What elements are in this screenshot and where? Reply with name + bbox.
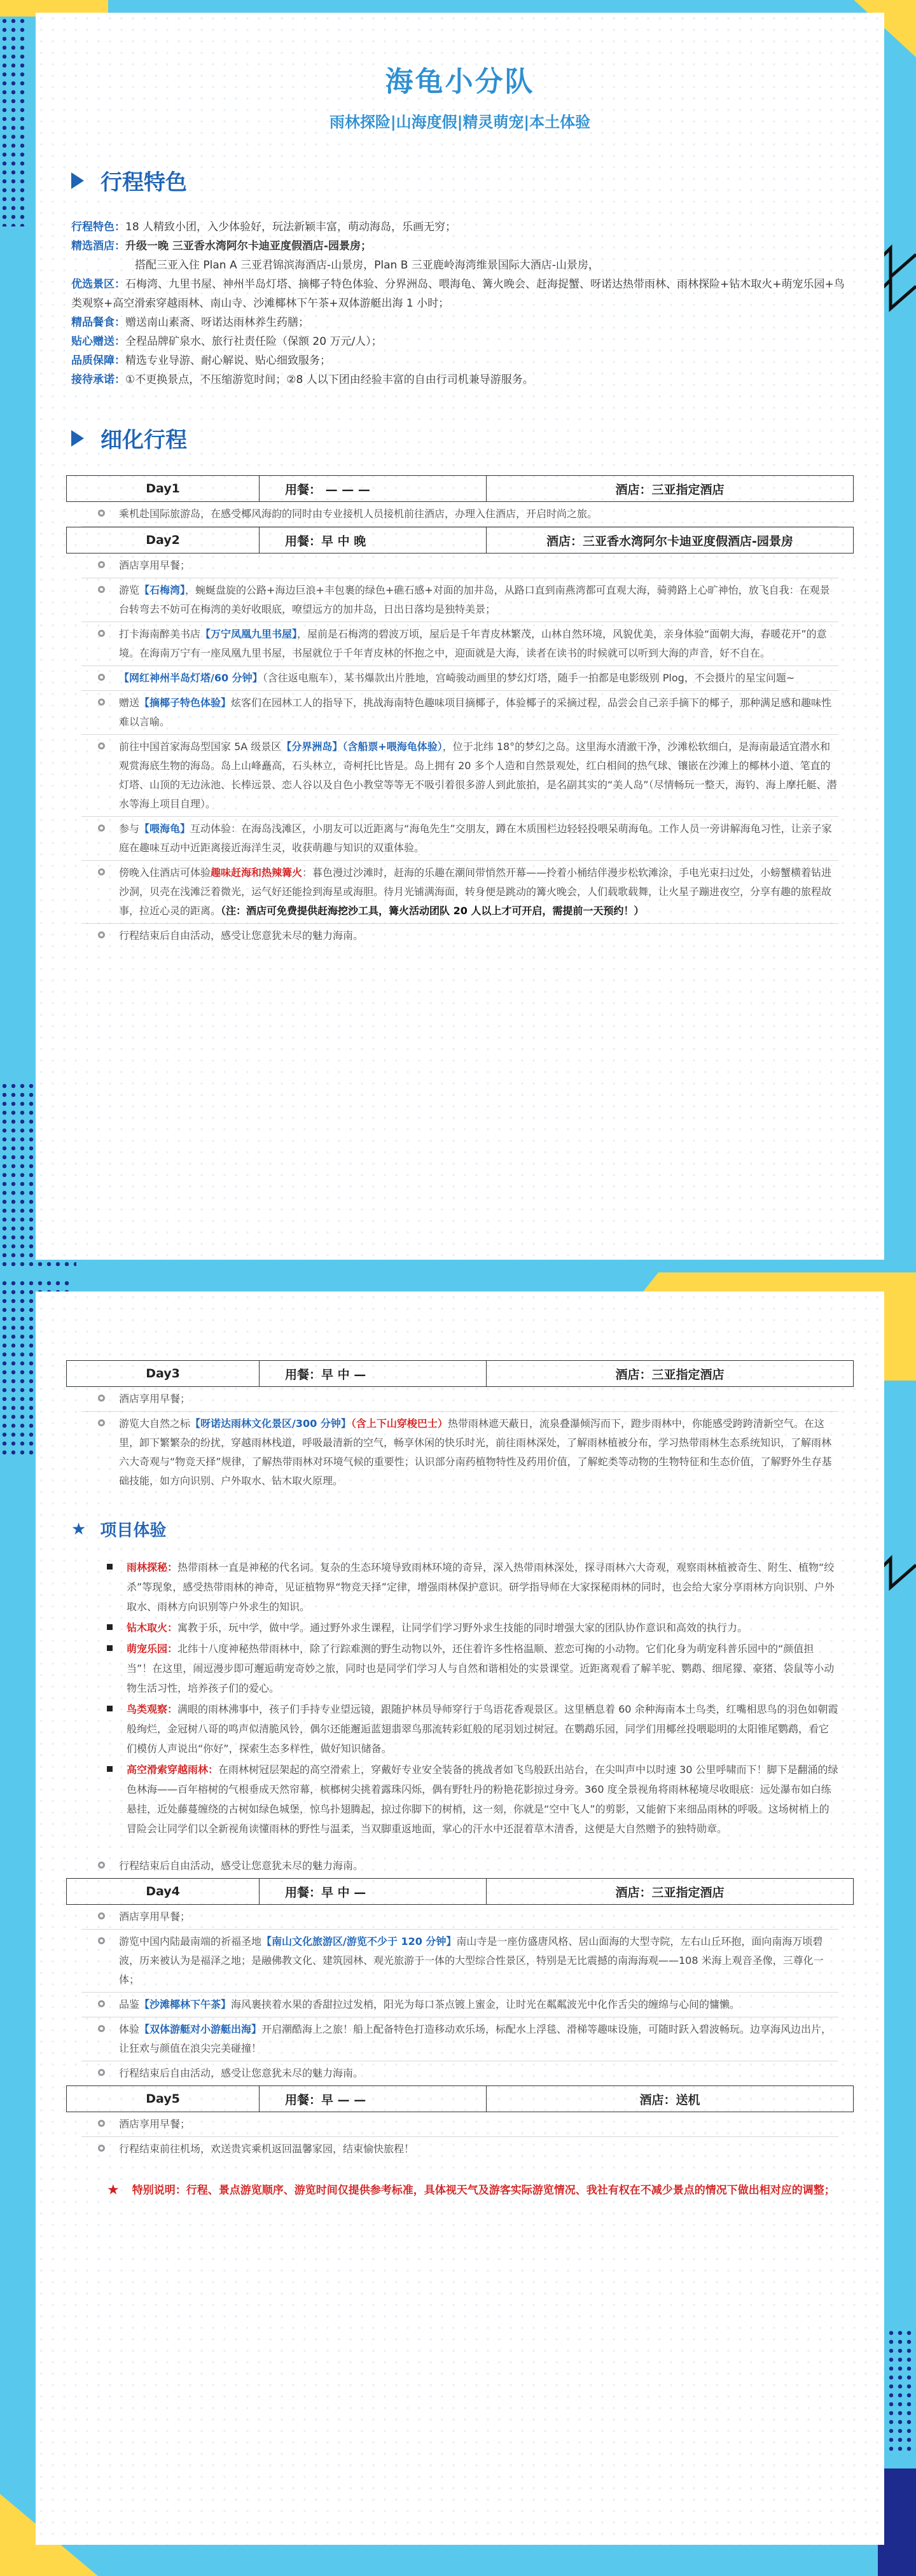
feature-row: 行程特色： 18 人精致小团，入少体验好，玩法新颖丰富，萌动海岛，乐画无穷； (71, 221, 457, 233)
circle-bullet-icon (98, 2145, 105, 2152)
circle-bullet-icon (98, 2120, 105, 2127)
day-items (81, 553, 838, 948)
day-items (81, 502, 838, 527)
day-header-table (66, 2085, 854, 2112)
day-meals: 用餐： — — — (260, 476, 487, 502)
list-item: 酒店享用早餐； (81, 2112, 838, 2137)
square-bullet-icon (107, 1564, 113, 1570)
circle-bullet-icon (98, 931, 105, 938)
circle-bullet-icon (98, 1912, 105, 1919)
circle-bullet-icon (98, 699, 105, 706)
experience-list (107, 1557, 838, 1839)
day-label: Day3 (67, 1361, 260, 1387)
square-bullet-icon (107, 1766, 113, 1772)
day-hotel: 酒店：三亚指定酒店 (487, 476, 854, 502)
day-header-table (66, 527, 854, 553)
experience-item: 萌宠乐园：北纬十八度神秘热带雨林中，除了行踪难测的野生动物以外，还住着许多性格温顺、惹恋可掬的小动物。它们化身为萌宠科普乐园中的“颜值担当”！在这里，闹逗漫步即可邂逅萌宠奇妙之旅，同时也是同学们学习人与自然和谐相处的实景课堂。近距离观看了解羊驼、鹦鹉、细尾獴、豪猪、袋鼠等小动物生活习性，培养孩子们的爱心。 (107, 1639, 838, 1698)
list-item: 酒店享用早餐； (81, 1387, 838, 1412)
feature-row: 接待承诺： ①不更换景点，不压缩游览时间；②8 人以下团由经验丰富的自由行司机兼导游服务。 (71, 373, 534, 386)
list-item: 酒店享用早餐； (81, 1905, 838, 1930)
feature-row: 精品餐食： 赠送南山素斋、呀诺达雨林养生药膳； (71, 316, 309, 329)
circle-bullet-icon (98, 586, 105, 593)
list-item: 行程结束后自由活动，感受让您意犹未尽的魅力海南。 (81, 1854, 838, 1878)
page-subtitle: 雨林探险|山海度假|精灵萌宠|本土体验 (329, 113, 591, 131)
day-items (81, 2112, 838, 2161)
day-header-table (66, 475, 854, 502)
itinerary-page-1 (36, 13, 884, 1260)
triangle-right-icon (71, 172, 84, 189)
circle-bullet-icon (98, 1395, 105, 1402)
day-label: Day4 (67, 1879, 260, 1905)
day-hotel: 酒店：三亚香水湾阿尔卡迪亚度假酒店-园景房 (487, 527, 854, 553)
square-bullet-icon (107, 1706, 113, 1711)
list-item: 赠送【摘椰子特色体验】炫客们在园林工人的指导下，挑战海南特色趣味项目摘椰子，体验椰子的采摘过程，品尝会自己亲手摘下的椰子，那种满足感和趣味性难以言喻。 (81, 691, 838, 735)
list-item: 行程结束前往机场，欢送贵宾乘机返回温馨家园，结束愉快旅程！ (81, 2137, 838, 2161)
list-item: 行程结束后自由活动，感受让您意犹未尽的魅力海南。 (81, 924, 838, 948)
feature-row: 贴心赠送： 全程品牌矿泉水、旅行社责任险（保额 20 万元/人）； (71, 335, 382, 348)
day-header-table (66, 1878, 854, 1905)
circle-bullet-icon (98, 1937, 105, 1944)
list-item: 酒店享用早餐； (81, 553, 838, 578)
day-meals: 用餐：早 中 晚 (260, 527, 487, 553)
circle-bullet-icon (98, 868, 105, 875)
list-item: 品鉴【沙滩椰林下午茶】海风裹挟着水果的香甜拉过发梢，阳光为每口茶点镀上蜜金，让时光在粼粼波光中化作舌尖的缠绵与心间的慵懒。 (81, 1993, 838, 2017)
list-item: 参与【喂海龟】互动体验：在海岛浅滩区，小朋友可以近距离与“海龟先生”交朋友，蹲在木质围栏边轻轻投喂呆萌海龟。工作人员一旁讲解海龟习性，让亲子家庭在趣味互动中近距离接近海洋生灵，收获萌趣与知识的双重体验。 (81, 817, 838, 861)
feature-row: 优选景区：石梅湾、九里书屋、神州半岛灯塔、摘椰子特色体验、分界洲岛、喂海龟、篝火晚会、赶海捉蟹、呀诺达热带雨林、雨林探险+钻木取火+萌宠乐园+鸟类观察+高空滑索穿越雨林、南山寺、沙滩椰林下午茶+双体游艇出海 1 小时； (71, 278, 845, 310)
square-bullet-icon (107, 1624, 113, 1630)
day-header-table (66, 1360, 854, 1387)
list-item: 游览【石梅湾】，蜿蜒盘旋的公路+海边巨浪+丰包裹的绿色+礁石感+对面的加井岛，从路口直到南燕湾都可直观大海，骑骋路上心旷神怡，放飞自我：在观景台转弯去不妨可在梅湾的美好收眼底，嘹望远方的加井岛，日出日落均是独特美景； (81, 578, 838, 622)
list-item: 打卡海南醉美书店【万宁凤凰九里书屋】，屋前是石梅湾的碧波万顷，屋后是千年青皮林繁茂，山林自然环境，风貌优美，亲身体验“面朝大海，春暖花开”的意境。在海南万宁有一座凤凰九里书屋，书屋就位于千年青皮林的怀抱之中，迎面就是大海，读者在读书的时候就可以听到大海的声音，好不自在。 (81, 622, 838, 666)
star-icon: ★ (107, 2182, 120, 2198)
page-title: 海龟小分队 (385, 66, 535, 98)
list-item: 游览大自然之标【呀诺达雨林文化景区/300 分钟】（含上下山穿梭巴士）热带雨林遮天蔽日，流泉叠瀑倾泻而下，蹬步雨林中，你能感受跨跨清新空气。在这里，卸下繁繁杂的纷扰，穿越雨林栈道，呼吸最清新的空气，畅享休闲的快乐时光，前往雨林深处，了解雨林植被分布，学习热带雨林生态系统知识，了解雨林六大奇观与“物竞天择”规律，了解热带雨林对环境气候的重要性；认识部分南药植物特性及药用价值，了解蛇类等动物的生物特征和生态价值，了解野外生存基础技能，如方向识别、户外取水、钻木取火原理。 (81, 1412, 838, 1493)
circle-bullet-icon (98, 510, 105, 517)
itinerary-page-2 (36, 1291, 884, 2545)
day-meals: 用餐：早 中 — (260, 1361, 487, 1387)
experience-item: 高空滑索穿越雨林：在雨林树冠层架起的高空滑索上，穿戴好专业安全装备的挑战者如飞鸟般跃出站台，在尖叫声中以时速 30 公里呼啸而下！脚下是翻涌的绿色林海——百年榕树的气根垂成天然帘幕，槟榔树尖挑着露珠闪烁，偶有野牡丹的粉艳花影掠过身旁。360 度全景视角将雨林秘境尽收眼底：远处瀑布如白练悬挂，近处藤蔓缠绕的古树如绿色城堡，惊鸟扑翅腾起，掠过你脚下的树梢，这一刻，你就是“空中飞人”的剪影，又能俯下来细品雨林的呼吸。这场树梢上的冒险会让同学们以全新视角读懂雨林的野性与温柔，当双脚重返地面，掌心的汗水中还混着草木清香，这便是大自然赠予的独特勋章。 (107, 1760, 838, 1839)
day-meals: 用餐：早 — — (260, 2086, 487, 2112)
star-icon: ★ (71, 1519, 87, 1539)
day-items (81, 1905, 838, 2085)
circle-bullet-icon (98, 1419, 105, 1426)
circle-bullet-icon (98, 630, 105, 637)
experience-item: 钻木取火：寓教于乐，玩中学，做中学。通过野外求生课程，让同学们学习野外求生技能的同时增强大家的团队协作意识和高效的执行力。 (107, 1618, 838, 1638)
feature-row-continued: 搭配三亚入住 Plan A 三亚君锦滨海酒店-山景房，Plan B 三亚鹿岭海湾维景国际大酒店-山景房， (135, 259, 599, 272)
day-items (81, 1387, 838, 1493)
day-label: Day1 (67, 476, 260, 502)
section-heading-details: 细化行程 (71, 422, 884, 454)
day-hotel: 酒店：三亚指定酒店 (487, 1879, 854, 1905)
circle-bullet-icon (98, 825, 105, 832)
list-item: 【网红神州半岛灯塔/60 分钟】（含往返电瓶车），某书爆款出片胜地，宫崎骏动画里的梦幻灯塔，随手一拍都是电影级别 Plog，不会摄片的星宝问题~ (81, 666, 838, 691)
list-item: 前往中国首家海岛型国家 5A 级景区【分界洲岛】（含船票+喂海龟体验），位于北纬 18°的梦幻之岛。这里海水清澈干净，沙滩松软细白，是海南最适宜潜水和观赏海底生物的海岛。岛上山峰矗高，石头林立，奇柯托比皆是。岛上拥有 20 多个人造和自然景观处，红白相间的热气球、镶嵌在沙滩上的椰林小道、笔直的灯塔、山顶的无边泳池、长棒远景、恋人谷以及自色小教堂等等无不吸引着很多游人到此旅拍，是名副其实的“美人岛”（尽情畅玩一整天，海钓、海上摩托艇、潜水等海上项目自理）。 (81, 735, 838, 817)
day-hotel: 酒店：三亚指定酒店 (487, 1361, 854, 1387)
day-label: Day2 (67, 527, 260, 553)
section-heading-experience: ★ 项目体验 (71, 1519, 167, 1540)
decor-dots (0, 17, 25, 226)
day-label: Day5 (67, 2086, 260, 2112)
list-item: 傍晚入住酒店可体验趣味赶海和热辣篝火：暮色漫过沙滩时，赶海的乐趣在潮间带悄然开幕——拎着小桶结伴漫步松软滩涂，手电光束扫过处，小螃蟹横着钻进沙洞，贝壳在浅滩泛着微光，运气好还能捡到海星或海胆。待月光铺满海面，转身便是跳动的篝火晚会，人们载歌载舞，让火星子蹦进夜空，分享有趣的旅程故事，拉近心灵的距离。（注：酒店可免费提供赶海挖沙工具，篝火活动团队 20 人以上才可开启，需提前一天预约！） (81, 861, 838, 924)
feature-row: 精选酒店： 升级一晚 三亚香水湾阿尔卡迪亚度假酒店-园景房； (71, 240, 371, 253)
circle-bullet-icon (98, 742, 105, 749)
list-item: 游览中国内陆最南端的祈福圣地【南山文化旅游区/游览不少于 120 分钟】南山寺是一座仿盛唐风格、居山面海的大型寺院，左右山丘环抱，面向南海万顷碧波，历来被认为是福泽之地；是融佛教文化、建筑园林、观光旅游于一体的大型综合性景区，特别是无比震撼的南海海观——108 米海上观音圣像，三尊化一体； (81, 1930, 838, 1993)
day-meals: 用餐：早 中 — (260, 1879, 487, 1905)
list-item: 行程结束后自由活动，感受让您意犹未尽的魅力海南。 (81, 2061, 838, 2085)
circle-bullet-icon (98, 2025, 105, 2032)
feature-row: 品质保障： 精选专业导游、耐心解说、贴心细致服务； (71, 354, 331, 367)
circle-bullet-icon (98, 1862, 105, 1869)
circle-bullet-icon (98, 2000, 105, 2007)
experience-item: 鸟类观察：满眼的雨林沸事中，孩子们手持专业望远镜，跟随护林员导师穿行于鸟语花香观景区。这里栖息着 60 余种海南本土鸟类，红嘴相思鸟的羽色如朝霞般绚烂，金冠树八哥的鸣声似清脆风铃，偶尔还能邂逅蓝翅翡翠鸟那流转彩虹般的尾羽划过树冠。在鹦鹉乐园，同学们用椰丝投喂聪明的太阳锥尾鹦鹉，看它们模仿人声说出“你好”，探索生态多样性，做好知识储备。 (107, 1699, 838, 1758)
circle-bullet-icon (98, 561, 105, 568)
day-items (81, 1854, 838, 1878)
special-note: ★ 特别说明：行程、景点游览顺序、游览时间仅提供参考标准，具体视天气及游客实际游览情况、我社有权在不减少景点的情况下做出相对应的调整； (107, 2180, 838, 2201)
experience-item: 雨林探秘：热带雨林一直是神秘的代名词。复杂的生态环境导致雨林环境的奇异，深入热带雨林深处，探寻雨林六大奇观，观察雨林植被奇生、附生、植物“绞杀”等现象，感受热带雨林的神奇，见证植物界“物竞天择”定律，增强雨林保护意识。研学指导师在大家探秘雨林的同时，也会给大家分享雨林方向识别、户外取水、雨林方向识别等户外求生的知识。 (107, 1557, 838, 1617)
circle-bullet-icon (98, 2069, 105, 2076)
circle-bullet-icon (98, 674, 105, 681)
triangle-right-icon (71, 430, 84, 447)
list-item: 体验【双体游艇对小游艇出海】开启潮酷海上之旅！船上配备特色打造移动欢乐场，标配水上浮毯、滑梯等趣味设施，可随时跃入碧波畅玩。边享海风边出片，让狂欢与颜值在浪尖完美碰撞！ (81, 2017, 838, 2061)
features-list (71, 218, 846, 389)
list-item: 乘机赴国际旅游岛，在感受椰风海韵的同时由专业接机人员接机前往酒店，办理入住酒店，开启时尚之旅。 (81, 502, 838, 527)
section-heading-features: 行程特色 (71, 165, 884, 196)
square-bullet-icon (107, 1645, 113, 1651)
day-hotel: 酒店：送机 (487, 2086, 854, 2112)
